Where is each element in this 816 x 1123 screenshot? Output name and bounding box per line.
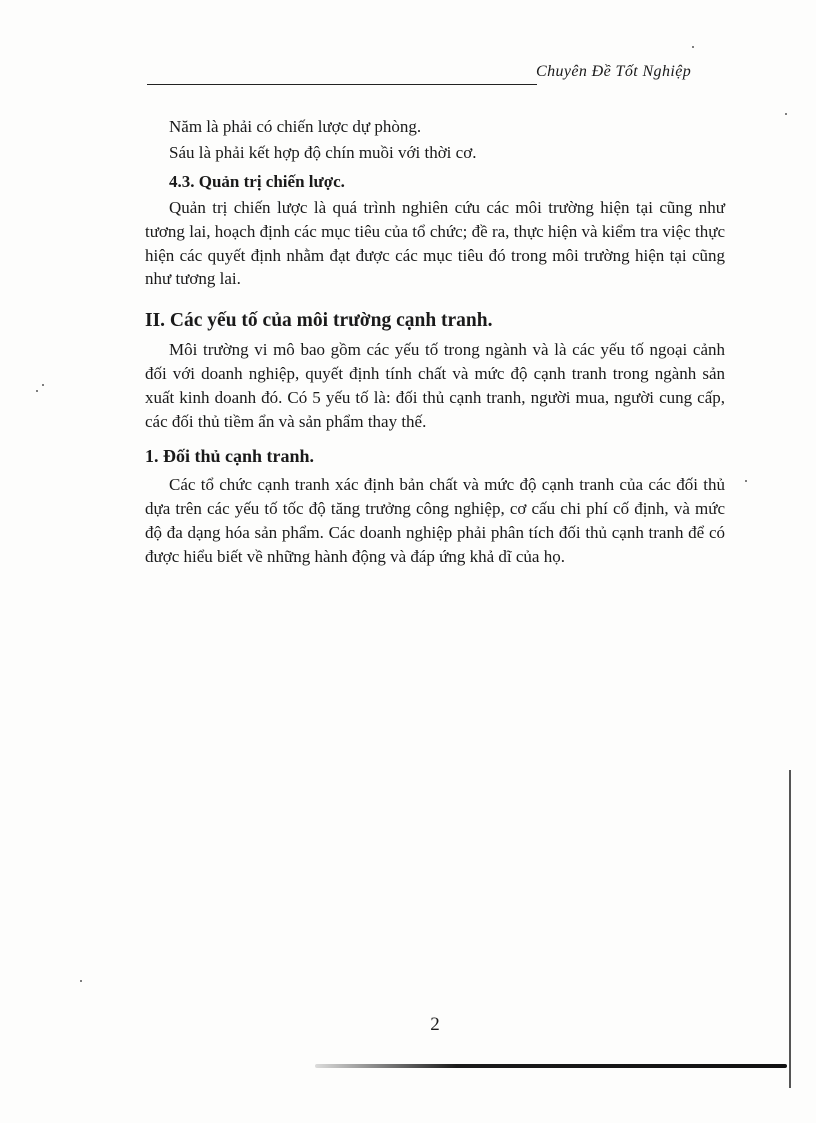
scan-speck xyxy=(36,390,38,392)
scan-speck xyxy=(692,46,694,48)
bottom-scan-edge xyxy=(315,1064,787,1068)
page-number: 2 xyxy=(430,1014,440,1035)
scan-speck xyxy=(745,480,747,482)
right-scan-edge xyxy=(789,770,791,1088)
section-heading-1: 1. Đối thủ cạnh tranh. xyxy=(145,446,315,467)
scan-speck xyxy=(80,980,82,982)
header-rule xyxy=(147,84,537,85)
scan-speck xyxy=(42,384,44,386)
section-heading-4-3: 4.3. Quản trị chiến lược. xyxy=(169,172,345,191)
section-paragraph-II: Môi trường vi mô bao gồm các yếu tố trong ngành và là các yếu tố ngoại cảnh đối với doanh nghiệp, quyết định tính chất và mức độ cạnh tranh trong ngành sản xuất kinh doanh đó. Có 5 yếu tố là: đối thủ cạnh tranh, người mua, người cung cấp, các đối thủ tiềm ẩn và sản phẩm thay thế. xyxy=(145,340,725,431)
section-paragraph-4-3: Quản trị chiến lược là quá trình nghiên cứu các môi trường hiện tại cũng như tương lai, hoạch định các mục tiêu của tổ chức; đề ra, thực hiện và kiểm tra việc thực hiện các quyết định nhằm đạt được các mục tiêu đó trong môi trường hiện tại cũng như tương lai. xyxy=(145,198,725,289)
section-heading-II: II. Các yếu tố của môi trường cạnh tranh. xyxy=(145,310,493,332)
running-header-title: Chuyên Đề Tốt Nghiệp xyxy=(536,63,692,80)
page-content xyxy=(145,114,725,569)
section-paragraph-1: Các tổ chức cạnh tranh xác định bản chất và mức độ cạnh tranh của các đối thủ dựa trên các yếu tố tốc độ tăng trưởng công nghiệp, cơ cấu chi phí cố định, và mức độ đa dạng hóa sản phẩm. Các doanh nghiệp phải phân tích đối thủ cạnh tranh để có được hiểu biết về những hành động và đáp ứng khả dĩ của họ. xyxy=(145,475,725,566)
body-line-6: Sáu là phải kết hợp độ chín muồi với thời cơ. xyxy=(169,142,477,162)
scan-speck xyxy=(785,113,787,115)
body-line-5: Năm là phải có chiến lược dự phòng. xyxy=(169,117,422,136)
